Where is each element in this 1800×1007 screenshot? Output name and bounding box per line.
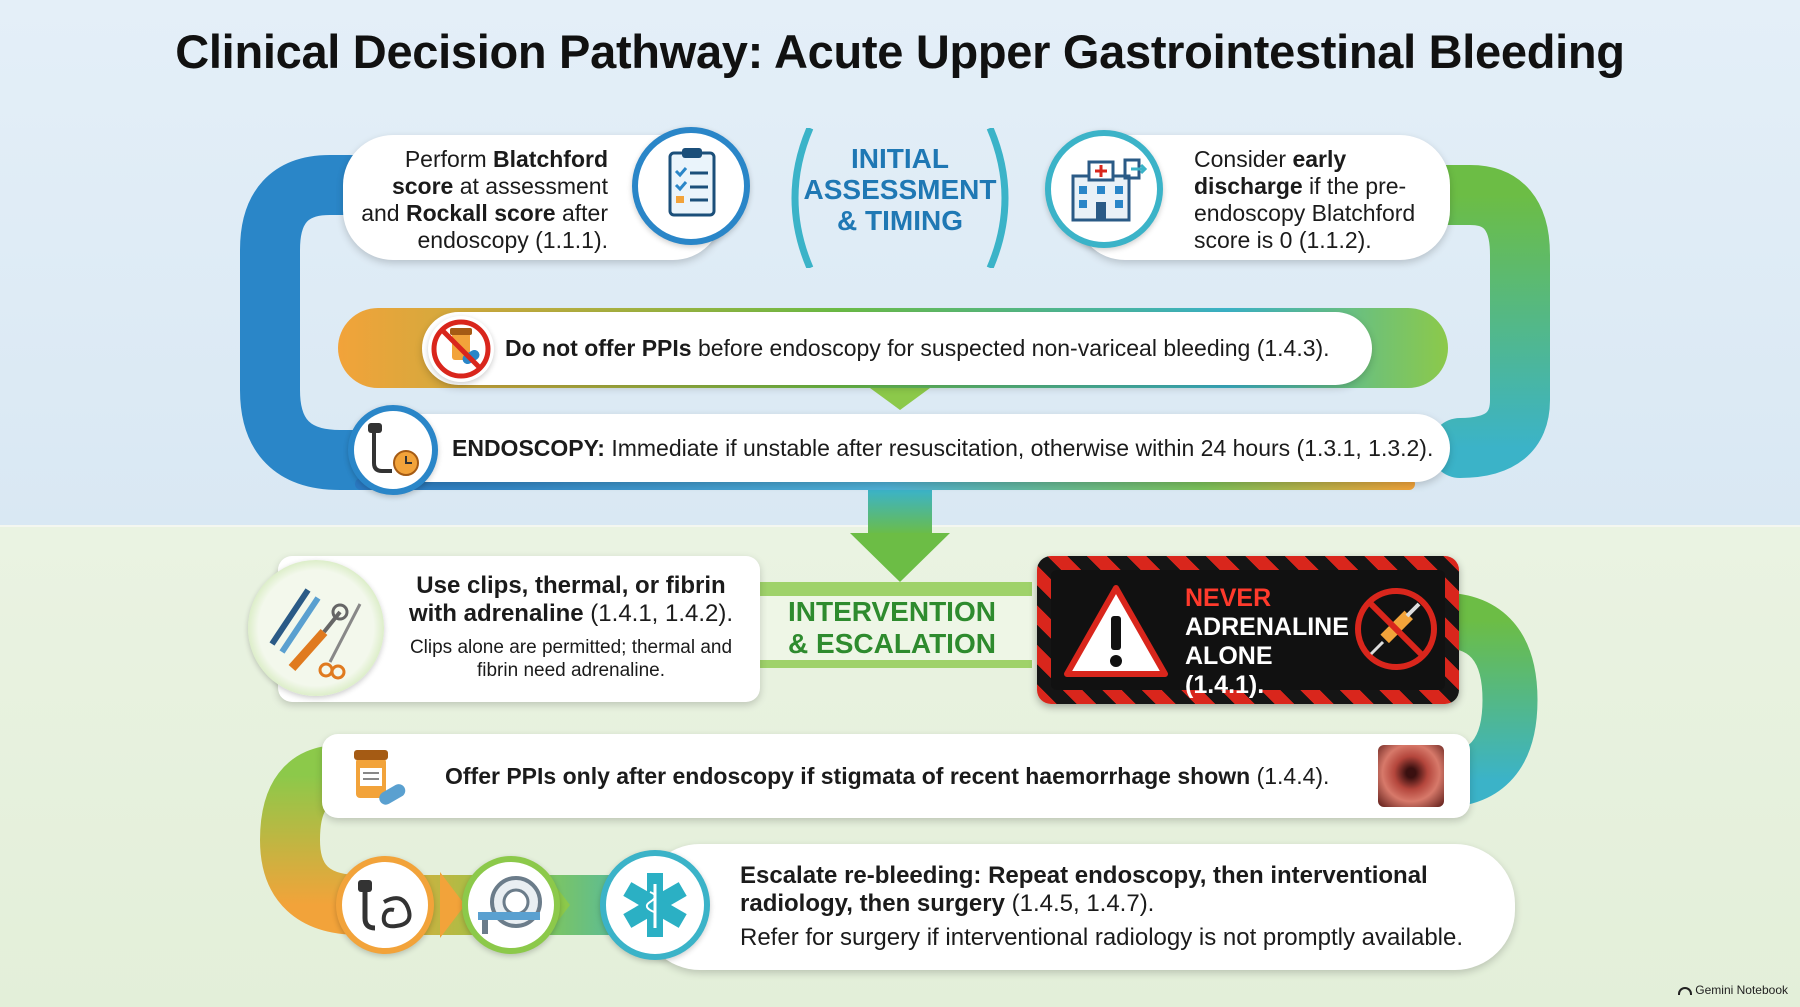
page-title: Clinical Decision Pathway: Acute Upper Gastrointestinal Bleeding [175, 25, 1625, 78]
warning-inner-panel [1051, 570, 1445, 699]
pill-bottle-icon [340, 740, 412, 812]
no-pills-icon [428, 316, 494, 382]
scores-text-l3c: after [555, 200, 608, 226]
warning-text [1185, 584, 1355, 700]
clips-text-l2a: with adrenaline [408, 600, 584, 627]
escalation-text-l2a: radiology, then surgery [740, 890, 1005, 917]
scores-text-l2b: at assessment [453, 173, 608, 199]
warning-text-l3: ALONE (1.4.1). [1185, 642, 1273, 699]
stage-initial-assessment [790, 143, 1010, 236]
escalation-text-l3: Refer for surgery if interventional radiology is not promptly available. [740, 924, 1464, 951]
footer-brand [1678, 983, 1788, 997]
discharge-text-l4: score is 0 (1.1.2). [1194, 227, 1372, 253]
discharge-text-l1a: Consider [1194, 146, 1293, 172]
scores-text-l3b: Rockall score [405, 200, 556, 226]
stage-intervention-line1: INTERVENTION [788, 596, 996, 627]
clipboard-icon [632, 127, 750, 245]
surgical-tools-icon [248, 560, 384, 696]
warning-text-l2: ADRENALINE [1185, 613, 1349, 641]
scores-text-l1a: Perform [404, 146, 493, 172]
discharge-text-l2a: discharge [1194, 173, 1303, 199]
clips-text [392, 572, 750, 682]
no-syringe-icon [1351, 584, 1441, 674]
discharge-text-l3: endoscopy Blatchford [1194, 200, 1416, 226]
scores-text-l1b: Blatchford [493, 146, 608, 172]
star-of-life-icon [600, 850, 710, 960]
ppi-before-text-rest: before endoscopy for suspected non-variceal bleeding (1.4.3). [691, 335, 1330, 361]
scores-text-l4: endoscopy (1.1.1). [417, 227, 608, 253]
endoscopy-text [452, 435, 1442, 462]
warning-triangle-icon [1061, 582, 1171, 680]
ppi-after-text-bold: Offer PPIs only after endoscopy if stigmata of recent haemorrhage shown [445, 763, 1251, 789]
ppi-after-text [445, 763, 1345, 790]
escalation-text-l2b: (1.4.5, 1.4.7). [1004, 890, 1155, 917]
stage-intervention [752, 596, 1032, 660]
hospital-icon [1045, 130, 1163, 248]
ppi-after-text-rest: (1.4.4). [1250, 763, 1330, 789]
footer-text: Gemini Notebook [1695, 983, 1788, 997]
clips-text-l4: fibrin need adrenaline. [476, 660, 666, 681]
scores-text-l2a: score [391, 173, 454, 199]
footer-logo-icon [1678, 987, 1692, 995]
escalation-text-l1: Escalate re-bleeding: Repeat endoscopy, then interventional [740, 862, 1428, 889]
ct-scanner-icon [462, 856, 560, 954]
stage-initial-line2: ASSESSMENT [803, 174, 997, 205]
stage-initial-line3: & TIMING [837, 205, 963, 236]
discharge-text-l1b: early [1292, 146, 1347, 172]
scores-text-l3a: and [361, 200, 406, 226]
clips-text-l2b: (1.4.1, 1.4.2). [583, 600, 734, 627]
discharge-text-l2b: if the pre- [1302, 173, 1407, 199]
endoscope-clock-icon [348, 405, 438, 495]
stomach-image-icon [1378, 745, 1444, 807]
ppi-before-text-bold: Do not offer PPIs [505, 335, 692, 361]
escalation-text [740, 862, 1510, 952]
endoscopy-text-bold: ENDOSCOPY: [452, 435, 605, 461]
stage-intervention-line2: & ESCALATION [788, 628, 996, 659]
discharge-text [1194, 146, 1439, 254]
warning-text-l1: NEVER [1185, 584, 1272, 612]
endoscope-icon [336, 856, 434, 954]
clips-text-l1: Use clips, thermal, or fibrin [416, 572, 726, 599]
scores-text [350, 146, 608, 254]
ppi-before-text [505, 335, 1365, 362]
stage-initial-line1: INITIAL [851, 143, 949, 174]
down-arrow-icon [868, 490, 932, 535]
never-adrenaline-alone-warning [1037, 556, 1459, 704]
endoscopy-text-rest: Immediate if unstable after resuscitation, otherwise within 24 hours (1.3.1, 1.3.2). [604, 435, 1434, 461]
clips-text-l3: Clips alone are permitted; thermal and [409, 637, 733, 658]
